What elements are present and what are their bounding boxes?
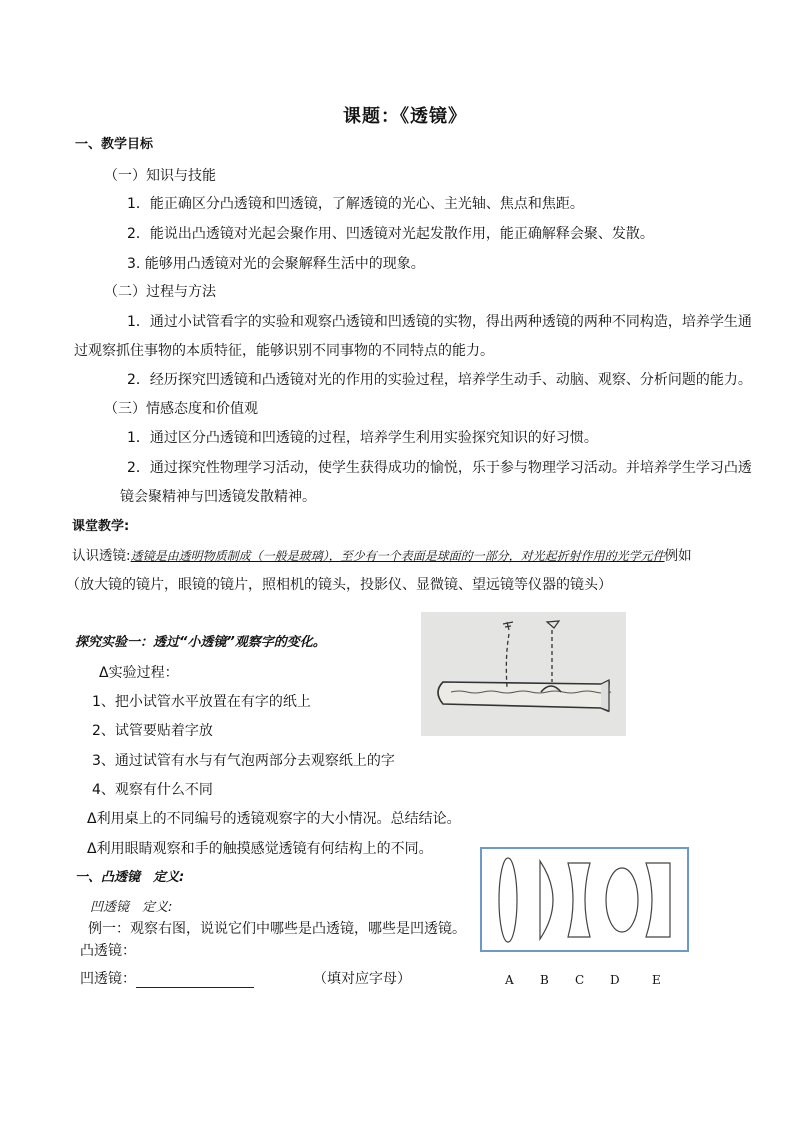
convex-lens-heading: 一、凸透镜 定义: [75,870,185,885]
process-item-1b: 过观察抓住事物的本质特征，能够识别不同事物的不同特点的能力。 [74,343,494,359]
concave-answer-row [80,970,254,988]
subheading-emotion: （三）情感态度和价值观 [104,401,258,417]
knowledge-item-3: 3. 能够用凸透镜对光的会聚解释生活中的现象。 [127,256,425,272]
example-question: 例一：观察右图，说说它们中哪些是凸透镜，哪些是凹透镜。 [88,921,466,937]
test-tube-photo [421,612,626,736]
emotion-item-1: 1．通过区分凸透镜和凹透镜的过程，培养学生利用实验探究知识的好习惯。 [127,430,598,446]
process-item-1a: 1．通过小试管看字的实验和观察凸透镜和凹透镜的实物，得出两种透镜的两种不同构造，培养学生通 [127,314,752,330]
section-heading-classroom: 课堂教学: [72,519,130,534]
lens-definition-line [72,547,692,565]
lens-b-shape [540,861,553,939]
knowledge-item-1: 1．能正确区分凸透镜和凹透镜，了解透镜的光心、主光轴、焦点和焦距。 [127,196,584,212]
experiment-step-1: 1、把小试管水平放置在有字的纸上 [92,694,311,710]
lens-examples: （放大镜的镜片，眼镜的镜片，照相机的镜头，投影仪、显微镜、望远镜等仪器的镜头） [66,577,612,593]
concave-answer-label: 凹透镜： [80,971,136,987]
lens-letter-c: C [575,973,585,987]
lens-a-shape [499,858,517,942]
concave-lens-heading: 凹透镜 定义: [90,900,173,915]
experiment-process-label: Δ实验过程： [99,665,179,681]
concave-answer-blank[interactable] [136,973,254,988]
lens-c-shape [568,863,590,937]
experiment-note-2: Δ利用眼睛观察和手的触摸感觉透镜有何结构上的不同。 [87,841,433,857]
recognize-tail: 例如 [664,548,692,564]
page-title: 课题：《透镜》 [343,106,467,127]
knowledge-item-2: 2．能说出凸透镜对光起会聚作用、凹透镜对光起发散作用，能正确解释会聚、发散。 [127,226,654,242]
convex-answer-label: 凸透镜： [80,943,136,959]
lens-shapes-drawing [482,849,687,950]
lens-letter-a: A [505,973,514,987]
test-tube-drawing [421,612,626,736]
lens-letter-b: B [540,973,549,987]
subheading-process: （二）过程与方法 [104,284,216,300]
lens-letter-e: E [652,973,661,987]
experiment-step-2: 2、试管要贴着字放 [92,723,213,739]
experiment-step-4: 4、观察有什么不同 [92,782,213,798]
experiment-note-1: Δ利用桌上的不同编号的透镜观察字的大小情况。总结结论。 [87,811,461,827]
lens-d-shape [606,868,638,932]
experiment-step-3: 3、通过试管有水与有气泡两部分去观察纸上的字 [92,753,395,769]
lens-e-shape [646,863,670,937]
emotion-item-2a: 2．通过探究性物理学习活动，使学生获得成功的愉悦，乐于参与物理学习活动。并培养学生学习凸透 [127,460,752,476]
recognize-label: 认识透镜: [72,548,131,564]
experiment-heading: 探究实验一：透过“小透镜”观察字的变化。 [75,635,326,650]
lens-definition-text: 透镜是由透明物质制成（一般是玻璃），至少有一个表面是球面的一部分，对光起折射作用的光学元件 [130,549,665,563]
process-item-2: 2．经历探究凹透镜和凸透镜对光的作用的实验过程，培养学生动手、动脑、观察、分析问题的能力。 [127,372,752,388]
lens-shapes-figure [480,847,689,952]
subheading-knowledge: （一）知识与技能 [104,168,216,184]
lens-letter-d: D [610,973,620,987]
emotion-item-2b: 镜会聚精神与凹透镜发散精神。 [120,489,316,505]
section-heading-objectives: 一、教学目标 [75,137,154,152]
fill-hint: （填对应字母） [313,971,411,987]
